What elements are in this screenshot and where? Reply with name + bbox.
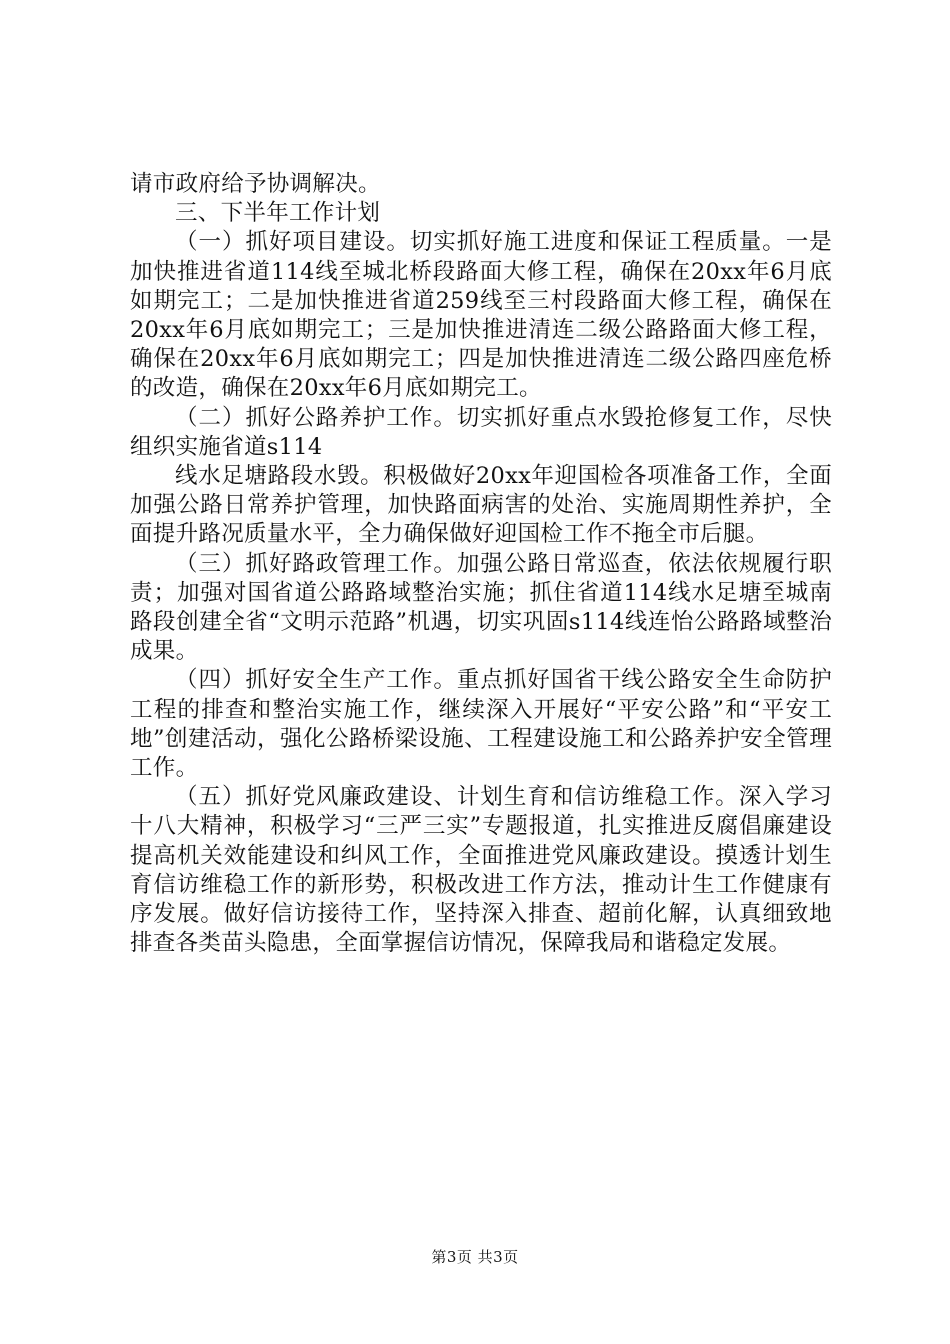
section-heading: 三、下半年工作计划	[175, 200, 381, 227]
paragraph-item-2-continued: 线水足塘路段水毁。积极做好20xx年迎国检各项准备工作，全面加强公路日常养护管理，加快路面病害的处治、实施周期性养护，全面提升路况质量水平，全力确保做好迎国检工作不拖全市后腿。	[130, 463, 832, 548]
paragraph-item-2: （二）抓好公路养护工作。切实抓好重点水毁抢修复工作，尽快组织实施省道s114	[130, 404, 832, 460]
paragraph-item-4: （四）抓好安全生产工作。重点抓好国省干线公路安全生命防护工程的排查和整治实施工作，继续深入开展好“平安公路”和“平安工地”创建活动，强化公路桥梁设施、工程建设施工和公路养护安全管理工作。	[130, 667, 832, 782]
page-footer: 第3页 共3页	[431, 1248, 519, 1266]
paragraph-item-5: （五）抓好党风廉政建设、计划生育和信访维稳工作。深入学习十八大精神，积极学习“三严三实”专题报道，扎实推进反腐倡廉建设提高机关效能建设和纠风工作，全面推进党风廉政建设。摸透计划生育信访维稳工作的新形势，积极改进工作方法，推动计生工作健康有序发展。做好信访接待工作，坚持深入排查、超前化解，认真细致地排查各类苗头隐患，全面掌握信访情况，保障我局和谐稳定发展。	[130, 784, 832, 957]
paragraph-continuation: 请市政府给予协调解决。	[130, 171, 381, 197]
document-body	[130, 170, 832, 958]
paragraph-item-1: （一）抓好项目建设。切实抓好施工进度和保证工程质量。一是加快推进省道114线至城北桥段路面大修工程，确保在20xx年6月底如期完工；二是加快推进省道259线至三村段路面大修工程，确保在20xx年6月底如期完工；三是加快推进清连二级公路路面大修工程，确保在20xx年6月底如期完工；四是加快推进清连二级公路四座危桥的改造，确保在20xx年6月底如期完工。	[130, 229, 832, 402]
paragraph-item-3: （三）抓好路政管理工作。加强公路日常巡查，依法依规履行职责；加强对国省道公路路域整治实施；抓住省道114线水足塘至城南路段创建全省“文明示范路”机遇，切实巩固s114线连怡公路路域整治成果。	[130, 550, 832, 665]
